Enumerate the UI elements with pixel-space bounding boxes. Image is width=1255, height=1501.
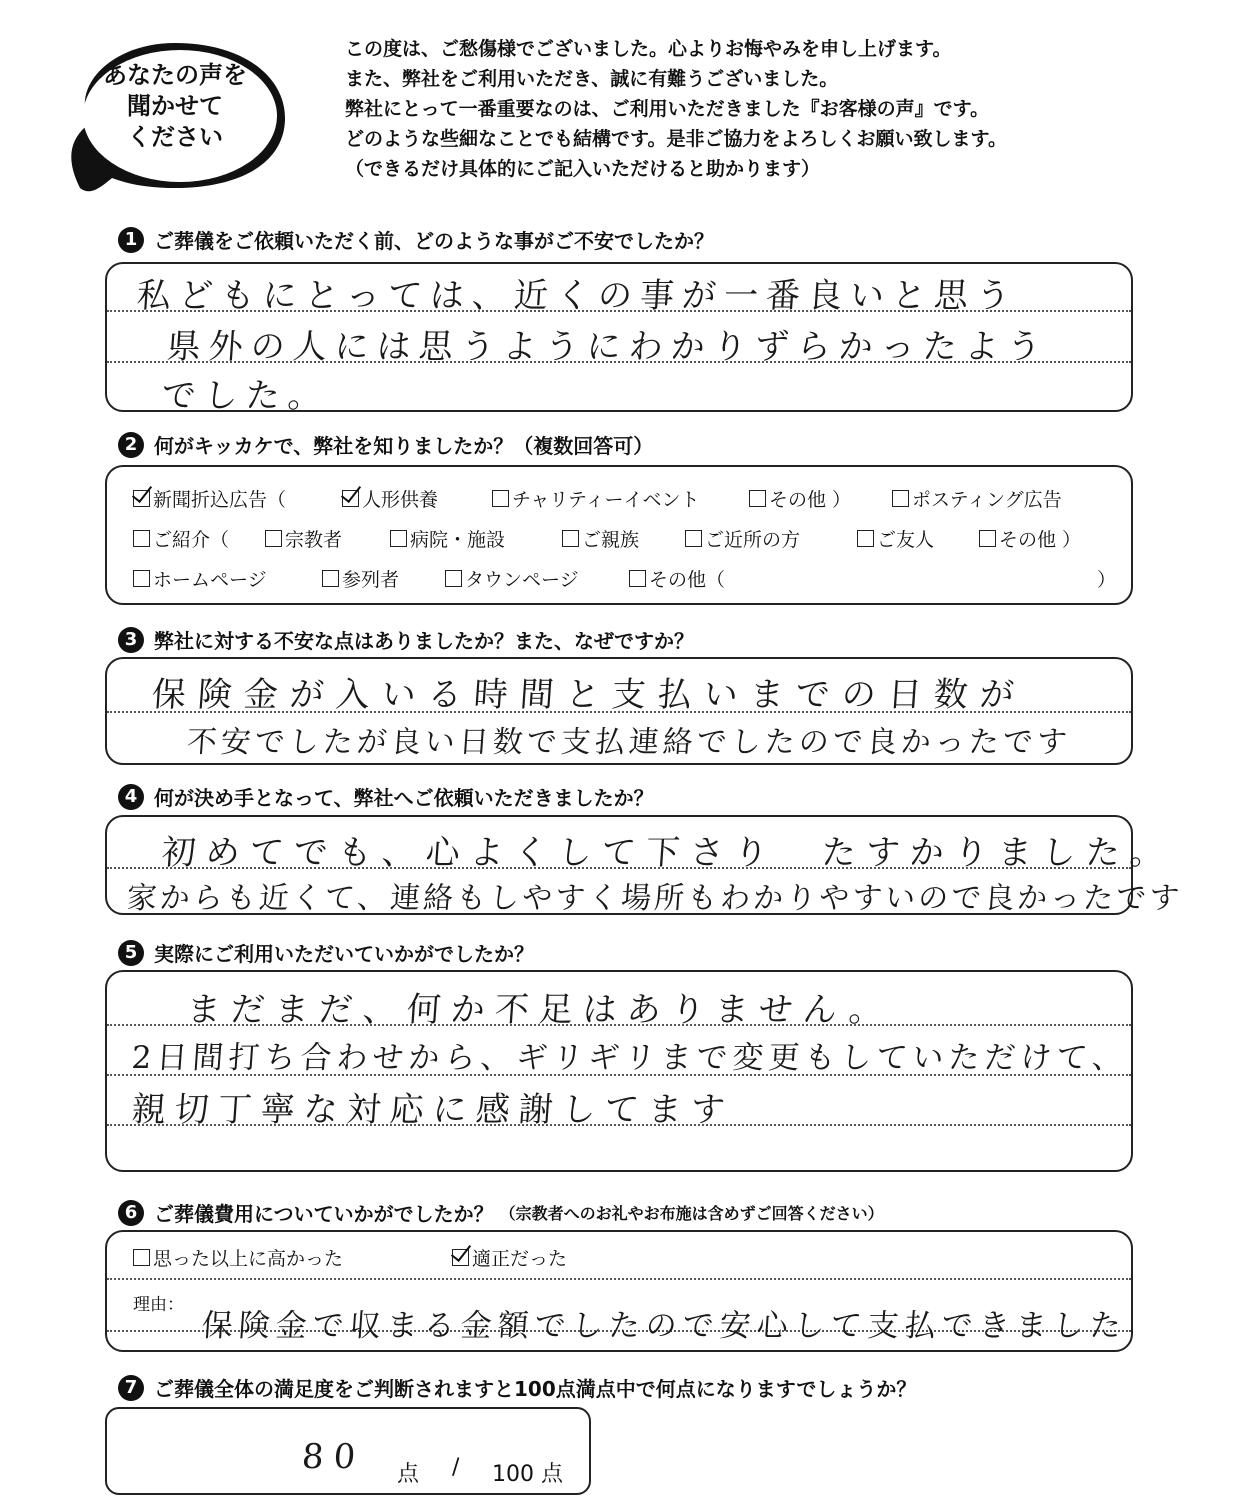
question-4-heading xyxy=(118,782,654,811)
checkbox-icon xyxy=(749,490,766,507)
bubble-line: 聞かせて xyxy=(127,92,223,120)
question-number-badge: 2 xyxy=(118,432,144,458)
question-number-badge: 3 xyxy=(118,627,144,653)
option-label: ご友人 xyxy=(877,529,935,551)
option-label: タウンページ xyxy=(465,569,579,591)
option-label: 適正だった xyxy=(472,1248,568,1270)
checkbox-icon xyxy=(133,530,150,547)
handwritten-answer-line: 県外の人には思うようにわかりずらかったよう xyxy=(165,327,1051,367)
question-number-badge: 5 xyxy=(118,940,144,966)
option-label: チャリティーイベント xyxy=(512,489,700,511)
checkbox-icon xyxy=(265,530,282,547)
handwritten-answer-line: 2日間打ち合わせから、ギリギリまで変更もしていただけて、 xyxy=(130,1040,1130,1076)
checkbox-icon xyxy=(857,530,874,547)
option-label: 人形供養 xyxy=(362,489,439,511)
score-box xyxy=(105,1407,591,1495)
option-checkbox[interactable] xyxy=(322,565,399,592)
checkbox-icon xyxy=(390,530,407,547)
question-1-heading xyxy=(118,225,714,254)
checkbox-checked-icon xyxy=(133,490,150,507)
question-subtitle: （宗教者へのお礼やお布施は含めずご回答ください） xyxy=(499,1204,884,1223)
question-3-heading xyxy=(118,625,694,654)
handwritten-answer-line: 家からも近くて、連絡もしやすく場所もわかりやすいので良かったです xyxy=(125,881,1184,916)
checkbox-icon xyxy=(629,570,646,587)
option-label: その他（ xyxy=(649,569,726,591)
option-checkbox[interactable] xyxy=(133,485,286,512)
option-label: 宗教者 xyxy=(285,529,343,551)
option-checkbox[interactable] xyxy=(629,565,725,592)
question-number-badge: 4 xyxy=(118,784,144,810)
checkbox-checked-icon xyxy=(452,1249,469,1266)
checkbox-icon xyxy=(685,530,702,547)
option-label: その他 ） xyxy=(769,489,852,511)
intro-line: この度は、ご愁傷様でございました。心よりお悔やみを申し上げます。 xyxy=(345,38,952,60)
option-label: ポスティング広告 xyxy=(912,489,1062,511)
option-label: 思った以上に高かった xyxy=(153,1248,344,1270)
checkbox-icon xyxy=(979,530,996,547)
option-checkbox[interactable] xyxy=(979,525,1081,552)
question-6-answer-box xyxy=(105,1230,1133,1352)
handwritten-answer-line: 不安でしたが良い日数で支払連絡でしたので良かったです xyxy=(185,725,1072,760)
score-unit: 点 xyxy=(397,1462,420,1487)
intro-message xyxy=(345,34,1225,184)
intro-line: また、弊社をご利用いただき、誠に有難うございました。 xyxy=(345,68,839,90)
question-7-heading xyxy=(118,1373,916,1402)
option-label: 病院・施設 xyxy=(410,529,506,551)
option-checkbox[interactable] xyxy=(452,1244,567,1271)
intro-line: （できるだけ具体的にご記入いただけると助かります） xyxy=(345,158,821,180)
bubble-line: ください xyxy=(127,123,223,151)
option-checkbox[interactable] xyxy=(749,485,851,512)
question-title: 何が決め手となって、弊社へご依頼いただきましたか？ xyxy=(154,786,654,810)
question-number-badge: 1 xyxy=(118,227,144,253)
option-checkbox[interactable] xyxy=(492,485,700,512)
handwritten-reason[interactable]: 保険金で収まる金額でしたので安心して支払できました xyxy=(200,1308,1129,1344)
option-checkbox[interactable] xyxy=(133,565,267,592)
option-checkbox[interactable] xyxy=(892,485,1062,512)
question-number-badge: 6 xyxy=(118,1200,144,1226)
checkbox-icon xyxy=(133,570,150,587)
option-label: ご紹介（ xyxy=(153,529,230,551)
question-number-badge: 7 xyxy=(118,1375,144,1401)
handwritten-answer-line: 保険金が入いる時間と支払いまでの日数が xyxy=(150,675,1028,715)
intro-line: どのような些細なことでも結構です。是非ご協力をよろしくお願い致します。 xyxy=(345,128,1007,150)
question-title: ご葬儀全体の満足度をご判断されますと100点満点中で何点になりますでしょうか？ xyxy=(154,1377,917,1401)
checkbox-icon xyxy=(892,490,909,507)
checkbox-icon xyxy=(133,1249,150,1266)
question-title: 何がキッカケで、弊社を知りましたか？（複数回答可） xyxy=(154,434,654,458)
question-title: ご葬儀費用についていかがでしたか？ xyxy=(154,1202,494,1226)
option-checkbox[interactable] xyxy=(685,525,800,552)
option-label: ホームページ xyxy=(153,569,267,591)
close-paren: ） xyxy=(1097,569,1117,591)
intro-line: 弊社にとって一番重要なのは、ご利用いただきました『お客様の声』です。 xyxy=(345,98,990,120)
handwritten-score[interactable]: 80 xyxy=(300,1437,367,1477)
question-title: ご葬儀をご依頼いただく前、どのような事がご不安でしたか？ xyxy=(154,229,714,253)
option-checkbox[interactable] xyxy=(342,485,438,512)
option-label: その他 ） xyxy=(999,529,1082,551)
handwritten-answer-line: 親切丁寧な対応に感謝してます xyxy=(130,1090,736,1130)
checkbox-icon xyxy=(562,530,579,547)
option-checkbox[interactable] xyxy=(445,565,579,592)
score-slash: / xyxy=(452,1455,460,1480)
reason-label: 理由： xyxy=(133,1295,184,1315)
option-checkbox[interactable] xyxy=(857,525,934,552)
question-2-heading xyxy=(118,430,653,459)
question-2-options-box xyxy=(105,465,1133,605)
checkbox-icon xyxy=(445,570,462,587)
score-max: 100 点 xyxy=(492,1462,563,1487)
checkbox-icon xyxy=(492,490,509,507)
option-checkbox[interactable] xyxy=(265,525,342,552)
handwritten-answer-line: でした。 xyxy=(160,376,332,416)
option-label: 参列者 xyxy=(342,569,400,591)
bubble-line: あなたの声を xyxy=(103,61,247,89)
handwritten-answer-line: 私どもにとっては、近くの事が一番良いと思う xyxy=(135,276,1020,316)
question-4-answer-box[interactable] xyxy=(105,815,1184,916)
question-6-heading xyxy=(118,1198,884,1227)
question-5-answer-box[interactable] xyxy=(105,970,1133,1172)
checkbox-checked-icon xyxy=(342,490,359,507)
option-label: 新聞折込広告（ xyxy=(153,489,287,511)
question-title: 弊社に対する不安な点はありましたか？また、なぜですか？ xyxy=(154,629,694,653)
handwritten-answer-line: 初めてでも、心よくして下さり たすかりました。 xyxy=(160,833,1176,873)
handwritten-answer-line: まだまだ、何か不足はありません。 xyxy=(185,990,895,1030)
option-label: ご近所の方 xyxy=(705,529,801,551)
question-3-answer-box[interactable] xyxy=(105,657,1133,765)
option-label: ご親族 xyxy=(582,529,640,551)
question-title: 実際にご利用いただいていかがでしたか？ xyxy=(154,942,534,966)
option-checkbox[interactable] xyxy=(133,1244,343,1271)
option-checkbox[interactable] xyxy=(133,525,229,552)
bubble-heading xyxy=(60,60,290,153)
question-1-answer-box[interactable] xyxy=(105,262,1133,416)
checkbox-icon xyxy=(322,570,339,587)
question-5-heading xyxy=(118,938,534,967)
option-checkbox[interactable] xyxy=(562,525,639,552)
option-checkbox[interactable] xyxy=(390,525,505,552)
